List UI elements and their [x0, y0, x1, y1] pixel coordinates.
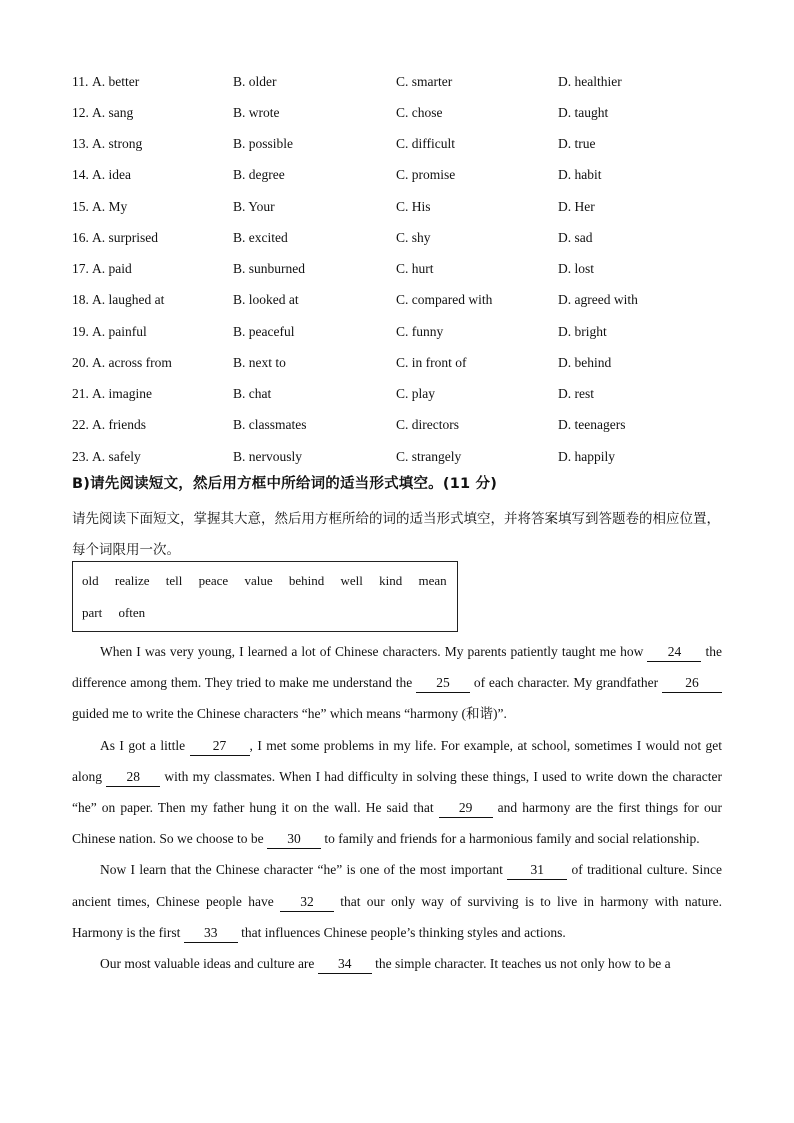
option-a: A. safely [92, 448, 141, 464]
question-number: 21. [72, 386, 89, 402]
question-number: 11. [72, 73, 89, 89]
option-c: C. smarter [396, 73, 453, 89]
option-c: C. play [396, 386, 435, 402]
option-row-14 [72, 160, 732, 191]
reading-passage [72, 636, 722, 979]
option-c: C. strangely [396, 448, 462, 464]
passage-text: guided me to write the Chinese characters “he” which means “harmony (和谐)”. [72, 706, 507, 722]
passage-text: with my classmates. When I had difficulty in solving these things, I used to write down the character “he” on paper. Then my father hung it on the wall. He said that [72, 768, 722, 816]
passage-text: , I met some problems in my life. For example, at school, sometimes I would not get along [72, 737, 722, 784]
option-a: A. across from [92, 354, 172, 370]
option-d: D. happily [558, 448, 615, 464]
word-bank-item: peace [198, 573, 229, 588]
option-c: C. hurt [396, 261, 434, 277]
word-bank-item: value [244, 573, 273, 588]
option-b: B. nervously [233, 448, 302, 464]
passage-paragraph-4 [72, 948, 722, 979]
word-bank-item: well [340, 573, 363, 588]
option-b: B. looked at [233, 292, 299, 308]
option-a: A. My [92, 198, 128, 214]
option-row-23 [72, 441, 732, 472]
option-b: B. next to [233, 354, 286, 370]
option-b: B. chat [233, 386, 272, 402]
question-number: 23. [72, 448, 89, 464]
option-d: D. rest [558, 386, 594, 402]
answer-blank-34: 34 [318, 955, 372, 974]
passage-text: to family and friends for a harmonious family and social relationship. [320, 831, 700, 847]
option-b: B. classmates [233, 417, 307, 433]
passage-paragraph-2 [72, 730, 722, 855]
option-c: C. compared with [396, 292, 493, 308]
passage-text: When I was very young, I learned a lot of Chinese characters. My parents patiently taught me how [100, 644, 648, 659]
question-number: 14. [72, 167, 89, 183]
passage-text: and harmony are the first things for our Chinese nation. So we choose to be [72, 800, 722, 847]
option-d: D. healthier [558, 73, 622, 89]
option-b: B. excited [233, 229, 288, 245]
option-c: C. chose [396, 104, 443, 120]
word-bank-line-2 [82, 605, 158, 621]
option-b: B. older [233, 73, 277, 89]
multiple-choice-options [72, 66, 732, 472]
word-bank-item: mean [418, 573, 447, 588]
passage-text: that influences Chinese people’s thinking styles and actions. [237, 924, 566, 940]
question-number: 17. [72, 261, 89, 277]
answer-blank-30: 30 [267, 830, 321, 849]
option-d: D. behind [558, 354, 612, 370]
option-row-22 [72, 410, 732, 441]
answer-blank-33: 33 [184, 924, 238, 943]
passage-text: that our only way of surviving is to live in harmony with nature. Harmony is the first [72, 893, 722, 940]
option-c: C. promise [396, 167, 456, 183]
option-row-12 [72, 97, 732, 128]
option-row-13 [72, 129, 732, 160]
option-d: D. true [558, 136, 596, 152]
option-b: B. peaceful [233, 323, 295, 339]
option-a: A. imagine [92, 386, 152, 402]
word-bank-item: behind [288, 573, 325, 588]
question-number: 18. [72, 292, 89, 308]
passage-text: of each character. My grandfather [470, 675, 662, 691]
option-row-20 [72, 347, 732, 378]
passage-text: the difference among them. They tried to make me understand the [72, 644, 722, 691]
option-d: D. lost [558, 261, 595, 277]
option-a: A. laughed at [92, 292, 165, 308]
word-bank-item: kind [379, 573, 403, 588]
passage-text: Our most valuable ideas and culture are [100, 956, 318, 972]
option-a: A. surprised [92, 229, 158, 245]
question-number: 20. [72, 354, 89, 370]
answer-blank-31: 31 [507, 861, 567, 880]
option-row-11 [72, 66, 732, 97]
word-bank-item: realize [114, 573, 150, 588]
answer-blank-29: 29 [439, 799, 493, 818]
passage-text: the simple character. It teaches us not only how to be a [371, 956, 671, 972]
word-bank-item: tell [165, 573, 183, 588]
answer-blank-26: 26 [662, 674, 722, 693]
answer-blank-24: 24 [647, 643, 701, 662]
answer-blank-32: 32 [280, 893, 334, 912]
option-d: D. agreed with [558, 292, 638, 308]
option-row-15 [72, 191, 732, 222]
option-row-21 [72, 379, 732, 410]
option-d: D. taught [558, 104, 609, 120]
section-b-title: B)请先阅读短文，然后用方框中所给词的适当形式填空。(11 分) [72, 476, 498, 492]
option-a: A. strong [92, 136, 143, 152]
option-c: C. shy [396, 229, 431, 245]
option-c: C. in front of [396, 354, 467, 370]
word-bank-item: often [118, 605, 146, 620]
answer-blank-27: 27 [190, 737, 250, 756]
option-b: B. sunburned [233, 261, 305, 277]
option-b: B. Your [233, 198, 275, 214]
question-number: 13. [72, 136, 89, 152]
option-a: A. sang [92, 104, 134, 120]
option-c: C. directors [396, 417, 459, 433]
word-bank-line-1 [82, 573, 460, 589]
option-d: D. habit [558, 167, 602, 183]
option-a: A. paid [92, 261, 132, 277]
word-bank-box [72, 561, 458, 632]
word-bank-item: part [82, 605, 103, 620]
option-c: C. funny [396, 323, 444, 339]
passage-text: Now I learn that the Chinese character “he” is one of the most important [100, 862, 508, 878]
option-a: A. friends [92, 417, 146, 433]
passage-paragraph-3 [72, 854, 722, 948]
option-row-18 [72, 285, 732, 316]
answer-blank-25: 25 [416, 674, 470, 693]
option-c: C. His [396, 198, 431, 214]
section-b-instructions: 请先阅读下面短文，掌握其大意，然后用方框所给的词的适当形式填空，并将答案填写到答题卷的相应位置，每个词限用一次。 [72, 511, 720, 558]
word-bank-item: old [82, 573, 99, 588]
passage-text: As I got a little [100, 737, 190, 753]
option-d: D. Her [558, 198, 595, 214]
option-a: A. painful [92, 323, 147, 339]
question-number: 12. [72, 104, 89, 120]
option-row-16 [72, 222, 732, 253]
passage-text: of traditional culture. Since ancient times, Chinese people have [72, 862, 722, 909]
answer-blank-28: 28 [106, 768, 160, 787]
option-b: B. possible [233, 136, 294, 152]
question-number: 22. [72, 417, 89, 433]
option-d: D. bright [558, 323, 607, 339]
option-b: B. degree [233, 167, 285, 183]
option-a: A. better [92, 73, 140, 89]
option-c: C. difficult [396, 136, 455, 152]
option-a: A. idea [92, 167, 131, 183]
option-b: B. wrote [233, 104, 280, 120]
option-d: D. teenagers [558, 417, 626, 433]
question-number: 19. [72, 323, 89, 339]
option-row-17 [72, 254, 732, 285]
option-d: D. sad [558, 229, 593, 245]
passage-paragraph-1 [72, 636, 722, 730]
question-number: 16. [72, 229, 89, 245]
question-number: 15. [72, 198, 89, 214]
option-row-19 [72, 316, 732, 347]
